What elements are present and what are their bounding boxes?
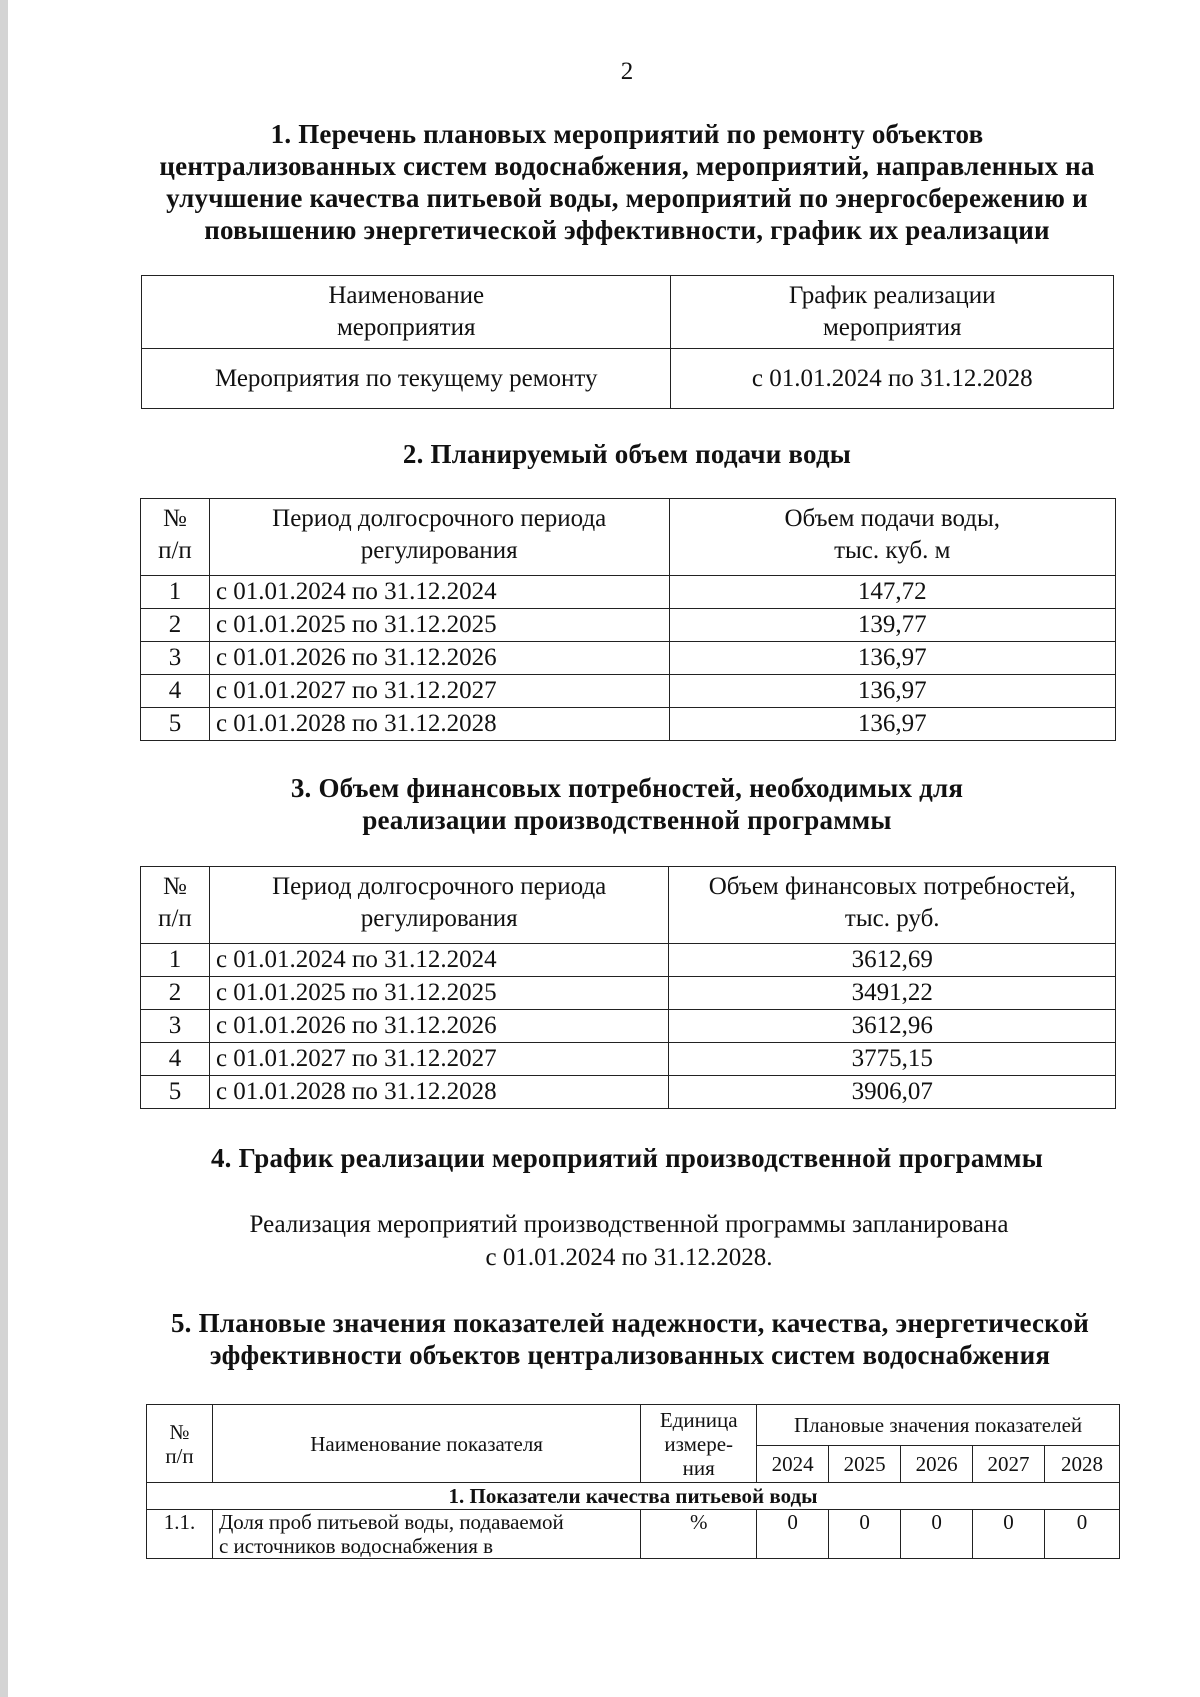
header-cell-number — [141, 499, 210, 576]
table-row — [141, 1043, 1116, 1076]
table-row — [141, 675, 1116, 708]
table-row — [147, 1510, 1120, 1559]
section4-title — [130, 1142, 1124, 1174]
section2-table — [140, 498, 1116, 741]
section3-table — [140, 866, 1116, 1109]
row-value-2026: 0 — [901, 1510, 973, 1559]
header-line: регулирования — [360, 537, 518, 564]
row-period: с 01.01.2026 по 31.12.2026 — [209, 642, 669, 675]
table-row — [141, 1076, 1116, 1109]
row-value: 147,72 — [669, 576, 1116, 609]
header-line: п/п — [158, 905, 192, 932]
table-row — [141, 609, 1116, 642]
year-cell: 2025 — [829, 1446, 901, 1483]
row-number: 3 — [141, 1010, 210, 1043]
year-cell: 2028 — [1045, 1446, 1120, 1483]
row-number: 4 — [141, 675, 210, 708]
header-line: Наименование — [328, 282, 485, 309]
row-value-2028: 0 — [1045, 1510, 1120, 1559]
header-line: мероприятия — [822, 314, 962, 341]
row-period: с 01.01.2024 по 31.12.2024 — [209, 576, 669, 609]
section4-paragraph — [140, 1208, 1118, 1274]
section3-title — [130, 772, 1124, 836]
row-indicator-name — [212, 1510, 640, 1559]
row-number: 1 — [141, 944, 210, 977]
table-row — [141, 642, 1116, 675]
row-value: 136,97 — [669, 675, 1116, 708]
header-line: измере- — [664, 1431, 734, 1456]
row-number: 2 — [141, 977, 210, 1010]
header-cell-period — [209, 499, 669, 576]
table-row — [141, 576, 1116, 609]
indicator-line: с источников водоснабжения в — [218, 1534, 494, 1558]
table-row — [141, 977, 1116, 1010]
table-header-row — [147, 1405, 1120, 1446]
section1-table — [141, 275, 1114, 409]
row-number: 3 — [141, 642, 210, 675]
table-row — [141, 1010, 1116, 1043]
row-value: 139,77 — [669, 609, 1116, 642]
row-unit: % — [641, 1510, 757, 1559]
header-line: тыс. куб. м — [834, 537, 951, 564]
row-period: с 01.01.2027 по 31.12.2027 — [209, 675, 669, 708]
header-line: № — [163, 505, 187, 532]
row-value: 136,97 — [669, 642, 1116, 675]
header-line: Период долгосрочного периода — [272, 873, 607, 900]
header-line: мероприятия — [336, 314, 476, 341]
row-value-2027: 0 — [973, 1510, 1045, 1559]
section2-title — [130, 438, 1124, 470]
section5-title-line: 5. Плановые значения показателей надежности, качества, энергетической — [170, 1308, 1090, 1338]
header-cell-period — [209, 867, 669, 944]
row-number: 4 — [141, 1043, 210, 1076]
header-line: График реализации — [788, 282, 996, 309]
row-period: с 01.01.2028 по 31.12.2028 — [209, 708, 669, 741]
header-cell-number — [147, 1405, 213, 1483]
page-scan-edge — [0, 0, 8, 1697]
paragraph-line: с 01.01.2024 по 31.12.2028. — [485, 1244, 773, 1271]
table-group-row — [147, 1483, 1120, 1510]
table-row — [141, 708, 1116, 741]
section3-title-line: реализации производственной программы — [362, 805, 892, 835]
header-line: регулирования — [360, 905, 518, 932]
row-value-2024: 0 — [757, 1510, 829, 1559]
row-value: 3775,15 — [669, 1043, 1116, 1076]
row-value: 136,97 — [669, 708, 1116, 741]
indicator-line: Доля проб питьевой воды, подаваемой — [218, 1510, 564, 1534]
table-header-row — [141, 499, 1116, 576]
header-line: Единица — [659, 1407, 738, 1432]
header-line: Объем подачи воды, — [784, 505, 1001, 532]
row-period: с 01.01.2024 по 31.12.2024 — [209, 944, 669, 977]
row-period: с 01.01.2026 по 31.12.2026 — [209, 1010, 669, 1043]
header-line: Объем финансовых потребностей, — [708, 873, 1076, 900]
section5-table — [146, 1404, 1120, 1559]
row-period: с 01.01.2028 по 31.12.2028 — [209, 1076, 669, 1109]
row-number: 5 — [141, 1076, 210, 1109]
header-line: Период долгосрочного периода — [272, 505, 607, 532]
table-header-row — [141, 867, 1116, 944]
section3-title-line: 3. Объем финансовых потребностей, необходимых для — [290, 773, 964, 803]
row-period: с 01.01.2027 по 31.12.2027 — [209, 1043, 669, 1076]
row-value: 3612,96 — [669, 1010, 1116, 1043]
section1-title — [130, 118, 1124, 246]
row-period: с 01.01.2025 по 31.12.2025 — [209, 977, 669, 1010]
header-line: п/п — [165, 1443, 194, 1468]
year-cell: 2027 — [973, 1446, 1045, 1483]
page-number: 2 — [620, 58, 634, 85]
row-number: 5 — [141, 708, 210, 741]
header-line: № — [163, 873, 187, 900]
header-line: тыс. руб. — [844, 905, 940, 932]
table-header-row — [142, 276, 1114, 349]
row-period: с 01.01.2025 по 31.12.2025 — [209, 609, 669, 642]
header-cell-finance — [669, 867, 1116, 944]
table-row — [141, 944, 1116, 977]
year-cell: 2026 — [901, 1446, 973, 1483]
row-value-2025: 0 — [829, 1510, 901, 1559]
schedule-cell: с 01.01.2024 по 31.12.2028 — [671, 349, 1114, 409]
section1-title-line: 1. Перечень плановых мероприятий по ремонту объектов — [270, 119, 984, 149]
activity-cell: Мероприятия по текущему ремонту — [142, 349, 671, 409]
header-cell-unit — [641, 1405, 757, 1483]
row-value: 3906,07 — [669, 1076, 1116, 1109]
section1-title-line: повышению энергетической эффективности, график их реализации — [204, 215, 1050, 245]
section1-title-line: улучшение качества питьевой воды, мероприятий по энергосбережению и — [166, 183, 1088, 213]
row-number: 2 — [141, 609, 210, 642]
row-number: 1 — [141, 576, 210, 609]
section5-title — [140, 1307, 1120, 1371]
header-cell-planned: Плановые значения показателей — [757, 1405, 1120, 1446]
header-line: п/п — [158, 537, 192, 564]
paragraph-line: Реализация мероприятий производственной программы запланирована — [249, 1211, 1009, 1238]
section2-title-text: 2. Планируемый объем подачи воды — [402, 439, 852, 469]
section5-title-line: эффективности объектов централизованных систем водоснабжения — [209, 1340, 1051, 1370]
header-line: ния — [682, 1455, 715, 1480]
header-cell-indicator: Наименование показателя — [212, 1405, 640, 1483]
row-value: 3491,22 — [669, 977, 1116, 1010]
row-number: 1.1. — [147, 1510, 213, 1559]
row-value: 3612,69 — [669, 944, 1116, 977]
header-cell-volume — [669, 499, 1116, 576]
section1-title-line: централизованных систем водоснабжения, мероприятий, направленных на — [159, 151, 1095, 181]
header-cell-activity — [142, 276, 671, 349]
section4-title-text: 4. График реализации мероприятий производственной программы — [210, 1143, 1043, 1173]
header-cell-number — [141, 867, 210, 944]
year-cell: 2024 — [757, 1446, 829, 1483]
header-cell-schedule — [671, 276, 1114, 349]
header-line: № — [169, 1419, 190, 1444]
group-title: 1. Показатели качества питьевой воды — [147, 1483, 1120, 1510]
table-row — [142, 349, 1114, 409]
